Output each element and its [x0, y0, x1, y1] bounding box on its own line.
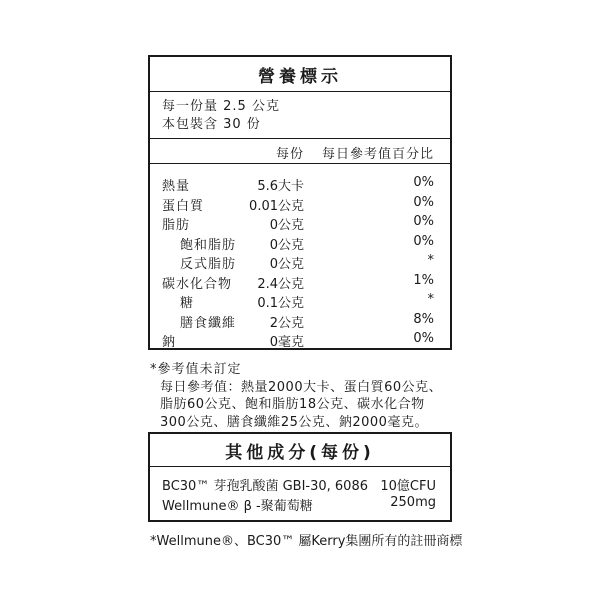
- nutrient-daily-value: 0%: [413, 214, 434, 229]
- nutrient-daily-value: 0%: [413, 175, 434, 190]
- other-ingredients-panel: [148, 432, 452, 522]
- nutrient-name: 鈉: [162, 335, 177, 350]
- nutrient-name: 膳食纖維: [180, 315, 237, 331]
- ingredient-amount: 250mg: [390, 495, 436, 510]
- ingredient-name: BC30™ 芽孢乳酸菌 GBI-30, 6086: [162, 479, 368, 494]
- note-daily-values-2: 脂肪60公克、飽和脂肪18公克、碳水化合物: [160, 397, 425, 412]
- nutrient-name: 反式脂肪: [180, 257, 237, 272]
- ingredient-row: [150, 473, 450, 493]
- other-ingredients-title: 其他成分(每份): [150, 434, 450, 467]
- nutrient-row: [150, 213, 450, 233]
- ingredient-amount: 10億CFU: [380, 479, 436, 494]
- nutrient-amount: 2.4公克: [257, 276, 304, 292]
- nutrient-daily-value: 8%: [413, 311, 434, 327]
- nutrient-list: [150, 164, 450, 350]
- nutrient-name: 熱量: [162, 179, 191, 194]
- ingredient-row: [150, 493, 450, 513]
- nutrient-amount: 2公克: [269, 315, 304, 331]
- nutrient-amount: 5.6大卡: [257, 179, 304, 194]
- note-daily-values-3: 300公克、膳食纖維25公克、鈉2000毫克。: [160, 414, 428, 430]
- serving-info: [150, 92, 450, 139]
- nutrient-amount: 0公克: [269, 218, 304, 233]
- ingredient-list: [150, 467, 450, 513]
- header-per-serving: 每份: [275, 147, 304, 162]
- reference-notes: [150, 361, 470, 431]
- trademark-footnote: *Wellmune®、BC30™ 屬Kerry集團所有的註冊商標: [150, 534, 463, 549]
- nutrition-column-header: [150, 139, 450, 164]
- nutrient-daily-value: 1%: [413, 272, 434, 288]
- nutrient-name: 糖: [180, 296, 195, 311]
- nutrient-amount: 0毫克: [269, 335, 304, 350]
- nutrient-amount: 0.01公克: [249, 198, 304, 214]
- nutrient-row: [150, 330, 450, 350]
- nutrient-name: 脂肪: [162, 218, 191, 233]
- nutrition-title: 營養標示: [150, 57, 450, 92]
- nutrient-row: [150, 233, 450, 253]
- header-daily-value: 每日參考值百分比: [321, 147, 434, 162]
- nutrient-amount: 0.1公克: [257, 296, 304, 311]
- note-not-established: *參考值未訂定: [150, 362, 242, 377]
- servings-per-package: 本包裝含 30 份: [162, 117, 261, 132]
- nutrient-row: [150, 291, 450, 311]
- nutrient-row: [150, 252, 450, 272]
- nutrient-row: [150, 174, 450, 194]
- nutrient-daily-value: 0%: [413, 233, 434, 249]
- nutrient-name: 飽和脂肪: [180, 237, 237, 253]
- nutrient-amount: 0公克: [269, 257, 304, 272]
- nutrient-daily-value: 0%: [413, 331, 434, 346]
- nutrient-amount: 0公克: [269, 237, 304, 253]
- nutrient-row: [150, 194, 450, 214]
- nutrition-facts-panel: [148, 55, 452, 350]
- nutrient-name: 蛋白質: [162, 198, 205, 214]
- serving-size: 每一份量 2.5 公克: [162, 99, 280, 114]
- nutrient-name: 碳水化合物: [162, 276, 233, 292]
- nutrient-row: [150, 272, 450, 292]
- ingredient-name: Wellmune® β -聚葡萄糖: [162, 499, 313, 514]
- nutrient-daily-value: *: [427, 253, 434, 268]
- nutrient-row: [150, 311, 450, 331]
- nutrient-daily-value: *: [427, 292, 434, 307]
- nutrient-daily-value: 0%: [413, 194, 434, 210]
- note-daily-values-1: 每日參考值：熱量2000大卡、蛋白質60公克、: [160, 379, 443, 395]
